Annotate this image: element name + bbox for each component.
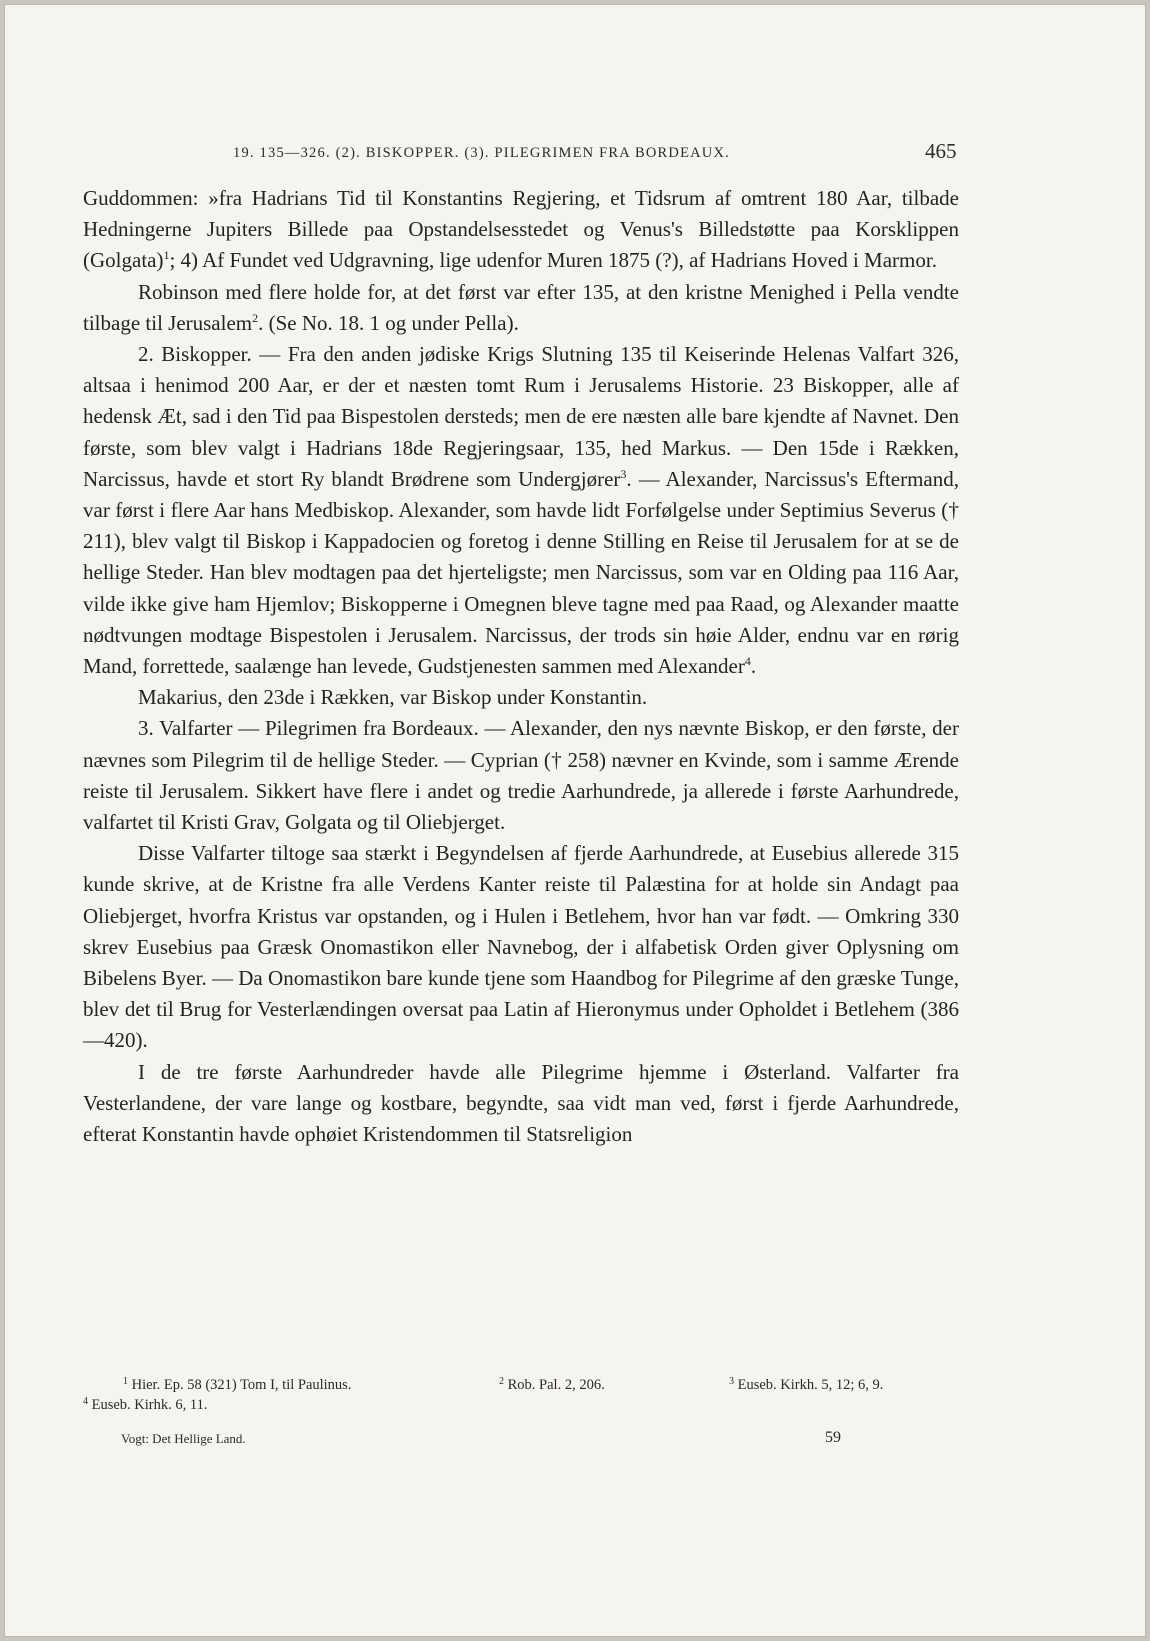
paragraph: 3. Valfarter — Pilegrimen fra Bordeaux. — Alexander, den nys nævnte Biskop, er den første, der nævnes som Pilegrim til de hellige Steder. — Cyprian († 258) nævner en Kvinde, som i samme Ærende reiste til Jerusalem. Sikkert have flere i andet og tredie Aarhundrede, ja allerede i første Aarhundrede, valfartet til Kristi Grav, Golgata og til Oliebjerget. bbox=[83, 716, 959, 835]
book-page bbox=[4, 4, 1146, 1637]
footnote: $^4$ Euseb. Kirhk. 6, 11. bbox=[83, 1396, 208, 1413]
footnote-row bbox=[83, 1375, 959, 1395]
footnote-ref: 3 bbox=[620, 466, 627, 481]
footnote-ref: 4 bbox=[744, 654, 751, 669]
footnote: $^3$ Euseb. Kirkh. 5, 12; 6, 9. bbox=[729, 1376, 884, 1393]
page-number: 465 bbox=[925, 139, 957, 163]
paragraph: Disse Valfarter tiltoge saa stærkt i Begyndelsen af fjerde Aarhundrede, at Eusebius allerede 315 kunde skrive, at de Kristne fra alle Verdens Kanter reiste til Palæstina for at holde sin Andagt paa Oliebjerget, hvorfra Kristus var opstanden, og i Hulen i Betlehem, hvor han var født. — Omkring 330 skrev Eusebius paa Græsk Onomastikon eller Navnebog, der i alfabetisk Orden giver Oplysning om Bibelens Byer. — Da Onomastikon bare kunde tjene som Haandbog for Pilegrime af den græske Tunge, blev det til Brug for Vesterlændingen oversat paa Latin af Hieronymus under Opholdet i Betlehem (386—420). bbox=[83, 841, 959, 1053]
paragraph: I de tre første Aarhundreder havde alle Pilegrime hjemme i Østerland. Valfarter fra Vesterlandene, der vare lange og kostbare, begyndte, saa vidt man ved, først i fjerde Aarhundrede, efterat Konstantin havde ophøiet Kristendommen til Statsreligion bbox=[83, 1059, 959, 1147]
footnote-ref: 2 bbox=[252, 310, 259, 325]
paragraph: Guddommen: »fra Hadrians Tid til Konstantins Regjering, et Tidsrum af omtrent 180 Aar, tilbade Hedningerne Jupiters Billede paa Opstandelsesstedet og Venus's Billedstøtte paa Korsklippen (Golgata)$^1$; 4) Af Fundet ved Udgravning, lige udenfor Muren 1875 (?), af Hadrians Hoved i Marmor. bbox=[83, 186, 959, 273]
paragraph: Makarius, den 23de i Rækken, var Biskop under Konstantin. bbox=[138, 685, 648, 710]
footnote-row bbox=[83, 1395, 959, 1415]
signature-number: 59 bbox=[825, 1429, 841, 1446]
footnote: $^1$ Hier. Ep. 58 (321) Tom I, til Paulinus. bbox=[123, 1376, 352, 1393]
footnote: $^2$ Rob. Pal. 2, 206. bbox=[499, 1376, 605, 1393]
signature-title: Vogt: Det Hellige Land. bbox=[121, 1431, 246, 1446]
footnote-ref: 1 bbox=[163, 248, 170, 263]
running-head-text: 19. 135—326. (2). BISKOPPER. (3). PILEGRIMEN FRA BORDEAUX. bbox=[233, 145, 730, 161]
paragraph: Robinson med flere holde for, at det først var efter 135, at den kristne Menighed i Pella vendte tilbage til Jerusalem$^2$. (Se No. 18. 1 og under Pella). bbox=[83, 279, 959, 335]
signature-line bbox=[5, 1429, 1147, 1453]
main-text bbox=[83, 183, 959, 1150]
paragraph: 2. Biskopper. — Fra den anden jødiske Krigs Slutning 135 til Keiserinde Helenas Valfart 326, altsaa i henimod 200 Aar, er der et næsten tomt Rum i Jerusalems Historie. 23 Biskopper, alle af hedensk Æt, sad i den Tid paa Bispestolen dersteds; men de ere næsten alle bare kjendte af Navnet. Den første, som blev valgt i Hadrians 18de Regjeringsaar, 135, hed Markus. — Den 15de i Rækken, Narcissus, havde et stort Ry blandt Brødrene som Undergjører$^3$. — Alexander, Narcissus's Eftermand, var først i flere Aar hans Medbiskop. Alexander, som havde lidt Forfølgelse under Septimius Severus († 211), blev valgt til Biskop i Kappadocien og foretog i denne Stilling en Reise til Jerusalem for at se de hellige Steder. Han blev modtagen paa det hjerteligste; men Narcissus, som var en Olding paa 116 Aar, vilde ikke give ham Hjemlov; Biskopperne i Omegnen bleve tagne med paa Raad, og Alexander maatte nødtvungen modtage Bispestolen i Jerusalem. Narcissus, der trods sin høie Alder, endnu var en rørig Mand, forrettede, saalænge han levede, Gudstjenesten sammen med Alexander$^4$. bbox=[83, 342, 959, 679]
footnotes bbox=[83, 1375, 959, 1415]
running-header bbox=[5, 139, 1147, 169]
